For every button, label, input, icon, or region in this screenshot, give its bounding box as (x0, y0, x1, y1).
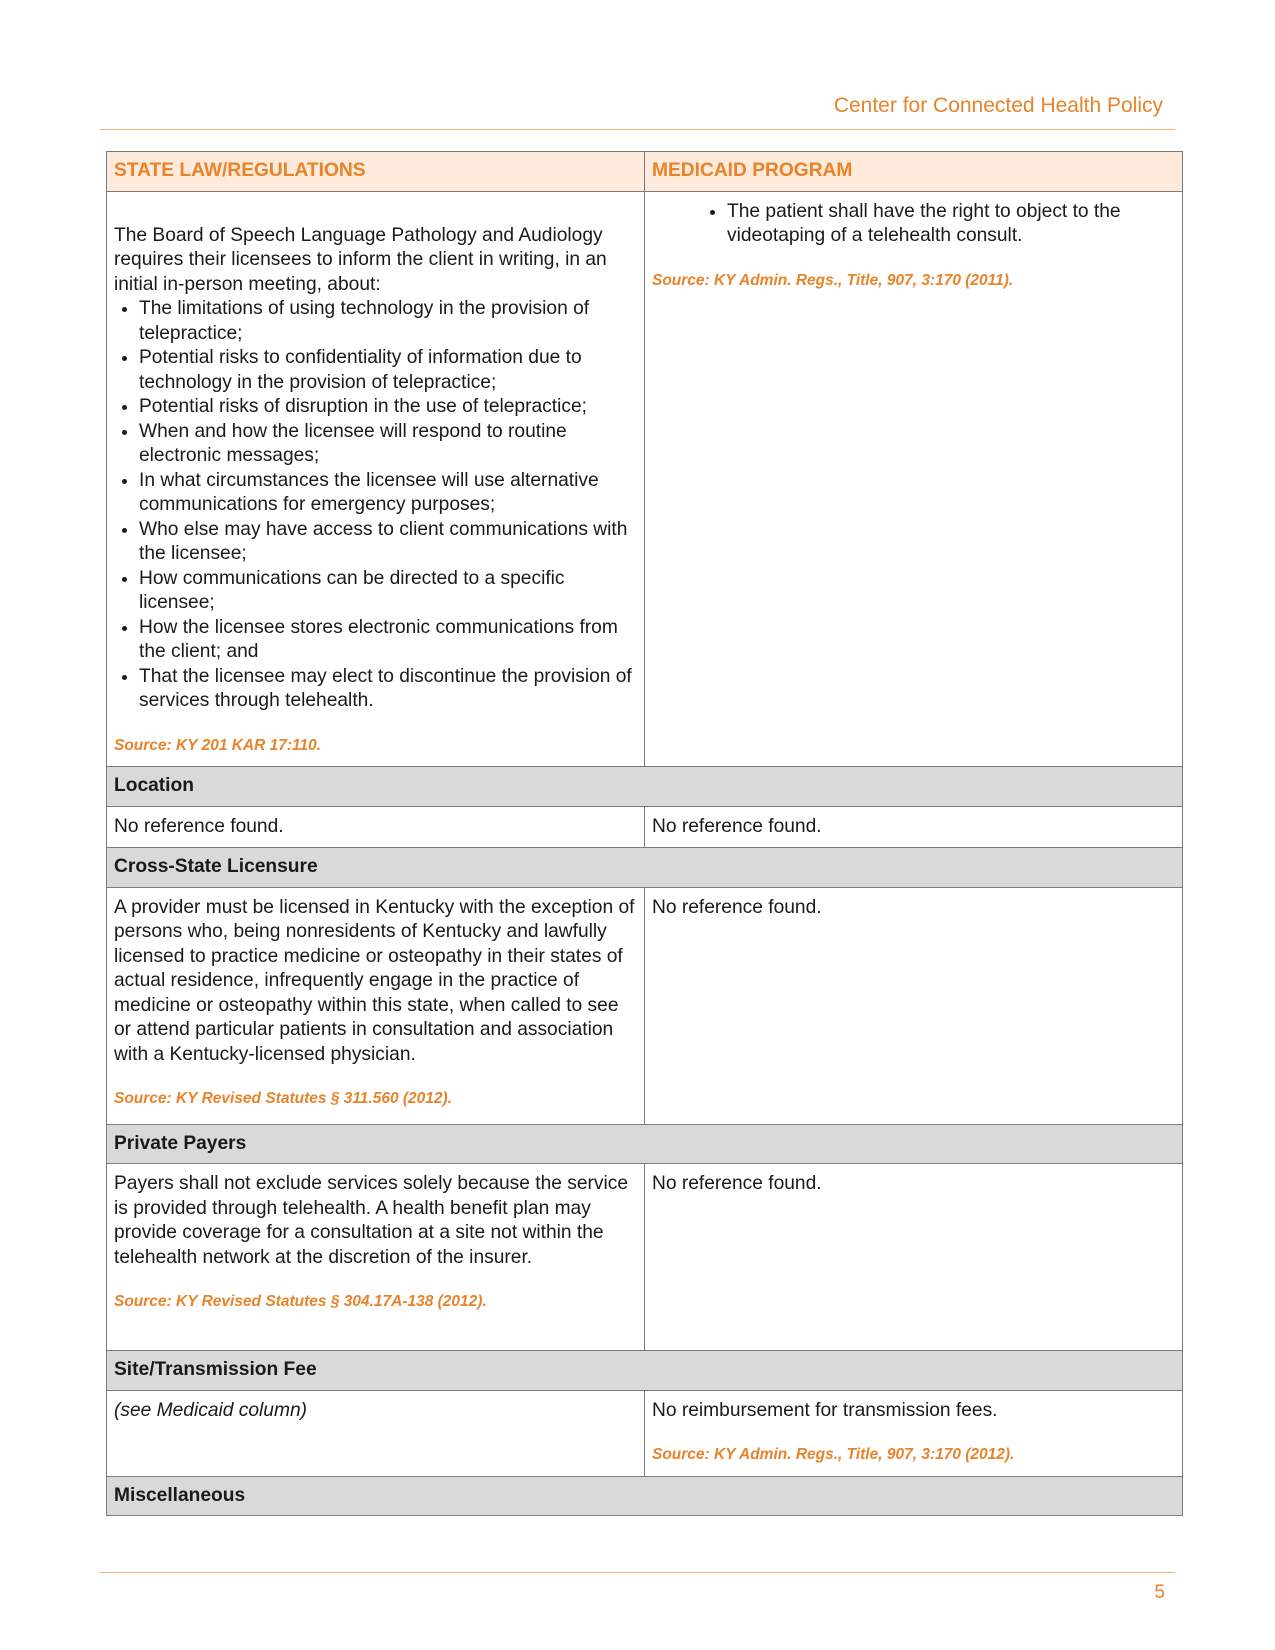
site-fee-row (107, 1390, 1183, 1476)
policy-table (106, 151, 1183, 1516)
column-header-row (107, 152, 1183, 192)
list-item: • Potential risks to confidentiality of information due to technology in the provision of telepractice; (139, 346, 637, 395)
source-citation: Source: KY Admin. Regs., Title, 907, 3:170 (2011). (652, 271, 1014, 289)
section-row-private-payers (107, 1124, 1183, 1164)
section-title: Miscellaneous (107, 1476, 1183, 1516)
source-citation: Source: KY 201 KAR 17:110. (114, 736, 322, 754)
list-item: • How the licensee stores electronic communications from the client; and (139, 616, 637, 665)
section-row-licensure (107, 848, 1183, 888)
section-row-misc (107, 1476, 1183, 1516)
section-title: Private Payers (107, 1124, 1183, 1164)
list-item: • That the licensee may elect to discontinue the provision of services through telehealth. (139, 665, 637, 714)
location-state-cell: No reference found. (107, 806, 645, 848)
section-row-location (107, 767, 1183, 807)
source-citation: Source: KY Revised Statutes § 311.560 (2012). (114, 1090, 453, 1107)
section-title: Site/Transmission Fee (107, 1351, 1183, 1391)
location-medicaid-cell: No reference found. (645, 806, 1183, 848)
private-payers-medicaid-cell: No reference found. (645, 1164, 1183, 1351)
source-citation: Source: KY Admin. Regs., Title, 907, 3:170 (2012). (652, 1446, 1015, 1463)
list-item: • The limitations of using technology in the provision of telepractice; (139, 297, 637, 346)
consent-row (107, 191, 1183, 767)
page-number: 5 (1154, 1582, 1165, 1603)
private-payers-state-cell (107, 1164, 645, 1351)
list-item: • The patient shall have the right to object to the videotaping of a telehealth consult. (727, 200, 1175, 249)
list-item: • When and how the licensee will respond to routine electronic messages; (139, 420, 637, 469)
licensure-text: A provider must be licensed in Kentucky with the exception of persons who, being nonresidents of Kentucky and lawfully licensed to practice medicine or osteopathy in their states of actual residence, infrequently engage in the practice of medicine or osteopathy within this state, when called to see or attend particular patients in consultation and association with a Kentucky-licensed physician. (114, 896, 635, 1065)
consent-state-cell (107, 191, 645, 767)
list-item: • Who else may have access to client communications with the licensee; (139, 518, 637, 567)
site-fee-medicaid-text: No reimbursement for transmission fees. (652, 1399, 998, 1421)
private-payers-text: Payers shall not exclude services solely because the service is provided through telehealth. A health benefit plan may provide coverage for a consultation at a site not within the telehealth network at the discretion of the insurer. (114, 1173, 629, 1268)
location-row (107, 806, 1183, 848)
list-item: • How communications can be directed to a specific licensee; (139, 567, 637, 616)
section-row-site-fee (107, 1351, 1183, 1391)
licensure-medicaid-cell: No reference found. (645, 887, 1183, 1124)
section-title: Cross-State Licensure (107, 848, 1183, 888)
list-item: • Potential risks of disruption in the use of telepractice; (139, 395, 637, 420)
section-title: Location (107, 767, 1183, 807)
column-header-state: STATE LAW/REGULATIONS (107, 152, 645, 192)
private-payers-row (107, 1164, 1183, 1351)
consent-medicaid-cell (645, 191, 1183, 767)
header-title: Center for Connected Health Policy (833, 94, 1163, 117)
consent-list (114, 297, 637, 714)
source-citation: Source: KY Revised Statutes § 304.17A-138 (2012). (114, 1293, 487, 1310)
consent-intro: The Board of Speech Language Pathology and Audiology requires their licensees to inform the client in writing, in an initial in-person meeting, about: (114, 224, 607, 295)
medicaid-consent-list (652, 200, 1175, 249)
header-rule (100, 129, 1175, 130)
column-header-medicaid: MEDICAID PROGRAM (645, 152, 1183, 192)
list-item: • In what circumstances the licensee will use alternative communications for emergency purposes; (139, 469, 637, 518)
footer-rule (100, 1572, 1175, 1573)
site-fee-medicaid-cell (645, 1390, 1183, 1476)
licensure-state-cell (107, 887, 645, 1124)
licensure-row (107, 887, 1183, 1124)
site-fee-state-cell (107, 1390, 645, 1476)
site-fee-text: (see Medicaid column) (114, 1399, 308, 1421)
